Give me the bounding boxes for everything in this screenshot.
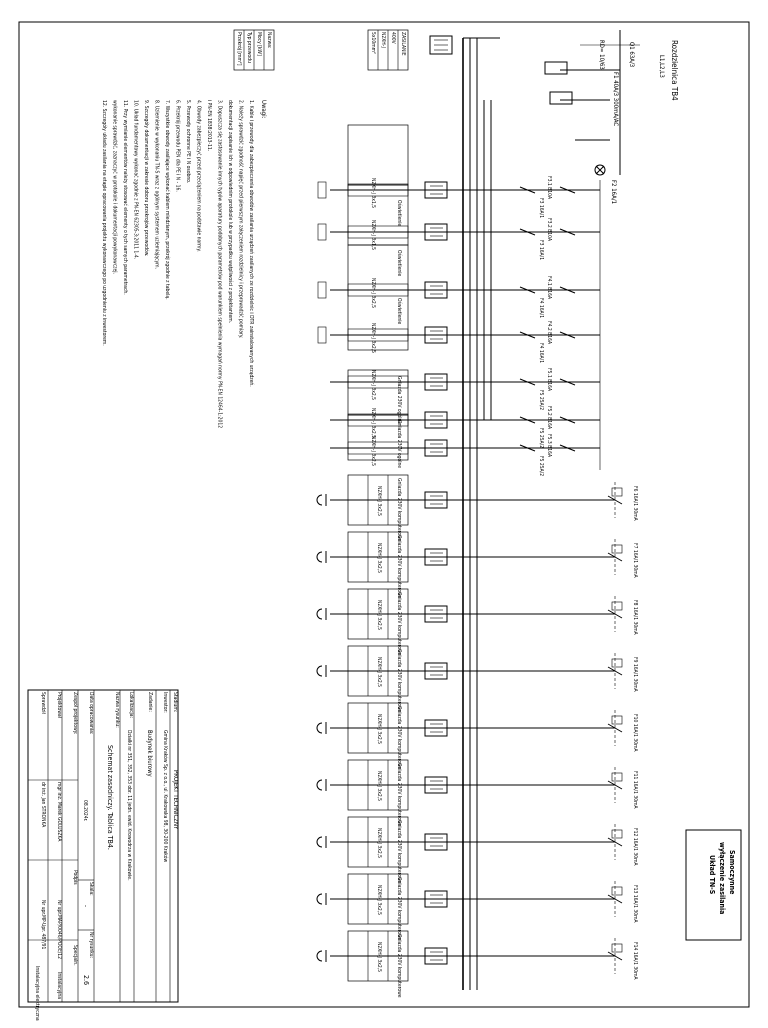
rcd-label: F3.1 B10A: [546, 176, 552, 200]
outlet-cable-label: N2XH-J 3x2,5: [376, 771, 382, 802]
outlet-type-label: Gniazda 230V komputerowe: [396, 934, 402, 998]
main-rcd-label: F1 40A/3 300mA/AC: [612, 72, 619, 127]
svg-text:Data opracowania:: Data opracowania:: [88, 692, 94, 735]
upper-circuit-group: [318, 176, 600, 476]
svg-text:Specjaln.: Specjaln.: [72, 945, 78, 966]
note-line: 3. Dopuszcza się zastosowanie innych typów aparatury podobnych parametrów pod warunkiem spełnienia wymagań normy PN-EN 12464-1:2012: [216, 100, 223, 429]
note-line: i PN-EN 1838:2013-11.: [206, 100, 212, 152]
stamp-box: [686, 830, 741, 940]
outlet-cable-label: N2XH-J 3x2,5: [376, 543, 382, 574]
rcd-label: F5.1 B16A: [546, 368, 552, 392]
svg-text:Nazwa rysunku:: Nazwa rysunku:: [114, 692, 120, 728]
cable-label: N2XH-J 3x2,5: [370, 408, 376, 439]
svg-text:Instalacyjna elektryczna: Instalacyjna elektryczna: [34, 966, 40, 1021]
svg-text:Typ przewodu: Typ przewodu: [246, 32, 252, 63]
device-label: F3 16A/1: [538, 240, 544, 261]
outlet-type-label: Gniazda 230V komputerowe: [396, 763, 402, 827]
svg-text:MP-Upr. 487/91: MP-Upr. 487/91: [40, 915, 46, 950]
device-label: F4 16A/1: [538, 343, 544, 364]
sheet-number: 2.6: [82, 975, 90, 986]
svg-text:400V: 400V: [390, 32, 396, 44]
svg-text:Mocy [kW]: Mocy [kW]: [256, 32, 262, 56]
supply-cable-box: [368, 30, 408, 70]
circuit-type-label: Gniazda 230V ogólne: [396, 420, 402, 469]
cable-label: N2XH-J 3x2,5: [370, 370, 376, 401]
rcd-label: F4.1 B16A: [546, 276, 552, 300]
legend-box: [234, 30, 274, 70]
svg-text:Lokalizacja:: Lokalizacja:: [128, 692, 134, 719]
notes-title: Uwagi:: [260, 100, 267, 119]
svg-text:Projektował: Projektował: [56, 692, 62, 718]
upper-circuit: [318, 218, 600, 260]
investor-value: Gmina Kraków Sp. z o.o., ul. Krakowska 98, 30-200 Kraków: [162, 730, 168, 863]
svg-text:Sprawdził: Sprawdził: [40, 692, 46, 714]
bus-lines: [463, 38, 600, 990]
device-label: F4 16A/1: [538, 298, 544, 319]
outlet-cable-label: N2XH-J 3x2,5: [376, 486, 382, 517]
svg-text:Układ TN-S: Układ TN-S: [708, 855, 716, 895]
outlet-cable-label: N2XH-J 3x2,5: [376, 885, 382, 916]
svg-text:Instalacyjna: Instalacyjna: [56, 972, 62, 1000]
note-line: 6. Przekrój przewodu PEN dla PE i N - 16.: [174, 100, 181, 192]
rcd-label: F4.2 B16A: [546, 321, 552, 345]
date-value: 08.2024r.: [82, 800, 88, 822]
circuit-type-label: Gniazda 230V ogólne: [396, 376, 402, 425]
object-value: Budynek biurowy: [146, 730, 153, 777]
upper-circuit: [330, 368, 600, 410]
upper-circuit: [330, 434, 600, 476]
svg-text:Skala:: Skala:: [88, 882, 94, 896]
upper-circuit: [318, 276, 600, 318]
svg-text:wyłączenie zasilania: wyłączenie zasilania: [718, 842, 726, 915]
circuit-type-label: Oświetlenie: [396, 200, 402, 227]
note-line: dokumentacji zapisanie ich w odpowiednim protokole lub w przypadku wątpliwości z projektantem.: [227, 100, 233, 324]
note-line: 12. Szczegóły układu zasilania na etapie opracowania projektu wykonawczego po uzgodnieniu z inwestorem.: [101, 100, 107, 346]
location-value: Działki nr 351, 352, 353 obr. 11 jedn. ewid. Krowodrza w Krakowie.: [126, 730, 132, 881]
note-line: 5. Przewody ochronne PE i N osobno.: [185, 100, 191, 184]
supply-label: L1,L2,L3: [658, 55, 665, 78]
outlet-device-label: F13 16A/1 30mA: [632, 885, 638, 923]
svg-text:Przekrój [mm²]: Przekrój [mm²]: [236, 32, 242, 66]
note-line: 10. Układ fundamentowy wykonać zgodnie z PN-EN 62305-3:2011 1-4.: [132, 100, 139, 260]
outlet-device-label: F7 16A/1 30mA: [632, 543, 638, 578]
aux-fuse-label: F2 16A/1: [610, 180, 617, 205]
outlet-type-label: Gniazda 230V komputerowe: [396, 706, 402, 770]
designer-name: mgr inż. Marek GOLUSZKA: [56, 782, 62, 842]
svg-text:Samoczynne: Samoczynne: [728, 850, 736, 895]
outlet-type-label: Gniazda 230V komputerowe: [396, 592, 402, 656]
svg-text:5x10mm²: 5x10mm²: [370, 32, 376, 54]
svg-text:Inwestor:: Inwestor:: [162, 692, 168, 713]
outlet-cable-label: N2XH-J 3x2,5: [376, 942, 382, 973]
outlet-type-label: Gniazda 230V komputerowe: [396, 535, 402, 599]
note-line: 2. Należy sprawdzić zgodność napięć przed pierwszym załączeniem rozdzielnicy i przeprowadzić pomiary.: [237, 100, 244, 339]
svg-text:Nr upr.: Nr upr.: [56, 900, 62, 916]
note-line: wykonanie sprawdzić, zaznaczyć w protokole i dokumentacji powykonawczej.: [111, 100, 118, 274]
cable-label: N2XH-J 3x2,5: [370, 436, 376, 467]
outlet-device-label: F12 16A/1 30mA: [632, 828, 638, 866]
outlet-device-label: F14 16A/1 30mA: [632, 942, 638, 980]
svg-text:Stadium:: Stadium:: [172, 692, 178, 713]
supply-inlet: [430, 30, 640, 175]
cable-label: N2XH-J 3x2,5: [370, 323, 376, 354]
stage-value: PROJEKT TECHNICZNY: [172, 770, 179, 830]
outlet-cable-label: N2XH-J 3x2,5: [376, 714, 382, 745]
ratio-label: RD= 10/63: [598, 40, 605, 70]
device-label: F5 25A/2: [538, 428, 544, 449]
note-line: 4. Obwody zabezpieczyć przed przeciążeniem na podstawie normy.: [195, 100, 202, 252]
checker-name: dr inż. Jan STRONKA: [40, 782, 46, 828]
svg-text:MAP/0046/POOE/12: MAP/0046/POOE/12: [56, 915, 62, 960]
svg-text:Nr upr.: Nr upr.: [40, 900, 46, 916]
outlet-type-label: Gniazda 230V komputerowe: [396, 649, 402, 713]
outlet-type-label: Gniazda 230V komputerowe: [396, 820, 402, 884]
outlet-type-label: Gniazda 230V komputerowe: [396, 877, 402, 941]
rcd-label: F3.2 B10A: [546, 218, 552, 242]
svg-text:Zespół projektowy:: Zespół projektowy:: [72, 692, 78, 735]
svg-text:Podpis: Podpis: [72, 870, 78, 885]
legend-title: Nazwa:: [266, 32, 272, 49]
note-line: 7. Wszystkie obwody zasilające wykonać kablem miedzianym, przekrój zgodnie z tabelą.: [164, 100, 170, 300]
outlet-type-label: Gniazda 230V komputerowe: [396, 478, 402, 542]
board-title: Rozdzielnica TB4: [670, 40, 679, 101]
svg-text:ZASILANIE: ZASILANIE: [400, 32, 406, 56]
device-label: F3 16A/1: [538, 198, 544, 219]
outlet-device-label: F8 16A/1 30mA: [632, 600, 638, 635]
svg-text:Nr rysunku:: Nr rysunku:: [88, 932, 94, 959]
title-block: [28, 690, 179, 1021]
note-line: 1. Kable i przewody dla zabezpieczenia obwodów zasilania urządzeń zasilanych ze rozdzielnic i DTR zainstalowanych urządzeń.: [248, 100, 254, 387]
cable-label: N2XH-J 3x1,5: [370, 220, 376, 251]
outlet-cable-label: N2XH-J 3x2,5: [376, 600, 382, 631]
svg-text:Zadanie:: Zadanie:: [147, 692, 153, 712]
rcd-label: F5.3 B16A: [546, 434, 552, 458]
outlet-device-label: F9 16A/1 30mA: [632, 657, 638, 692]
outlet-device-label: F6 16A/1 30mA: [632, 486, 638, 521]
outlet-cable-label: N2XH-J 3x2,5: [376, 828, 382, 859]
circuit-type-label: Oświetlenie: [396, 250, 402, 277]
outlet-device-label: F11 16A/1 30mA: [632, 771, 638, 809]
outlet-device-label: F10 16A/1 30mA: [632, 714, 638, 752]
main-switch-label: Q1 63A/3: [628, 42, 635, 68]
svg-text:N2XH-J: N2XH-J: [380, 32, 386, 48]
rcd-label: F5.2 B16A: [546, 406, 552, 430]
cable-label: N2XH-J 3x1,5: [370, 178, 376, 209]
upper-circuit: [318, 321, 600, 363]
upper-circuit: [318, 176, 600, 218]
device-label: F5 25A/2: [538, 390, 544, 411]
notes-block: [101, 100, 267, 428]
svg-text:-: -: [82, 905, 89, 907]
note-line: 11. Przy wymianie elementów należy stosować elementy o tych samych parametrach.: [122, 100, 128, 295]
note-line: 9. Szczegóły dokumentacji w zakresie doboru przekrojów przewodów.: [143, 100, 149, 257]
device-label: F5 25A/2: [538, 456, 544, 477]
cable-label: N2XH-J 3x2,5: [370, 278, 376, 309]
note-line: 8. Uziemienie w wykonaniu TN-S wraz z ogólnym systemem uziemiającym.: [153, 100, 160, 269]
upper-type-boxes: [348, 125, 408, 468]
outlet-cable-label: N2XH-J 3x2,5: [376, 657, 382, 688]
circuit-type-label: Oświetlenie: [396, 298, 402, 325]
drawing-value: Schemat zasadniczy. Tablica TB4.: [106, 745, 114, 850]
